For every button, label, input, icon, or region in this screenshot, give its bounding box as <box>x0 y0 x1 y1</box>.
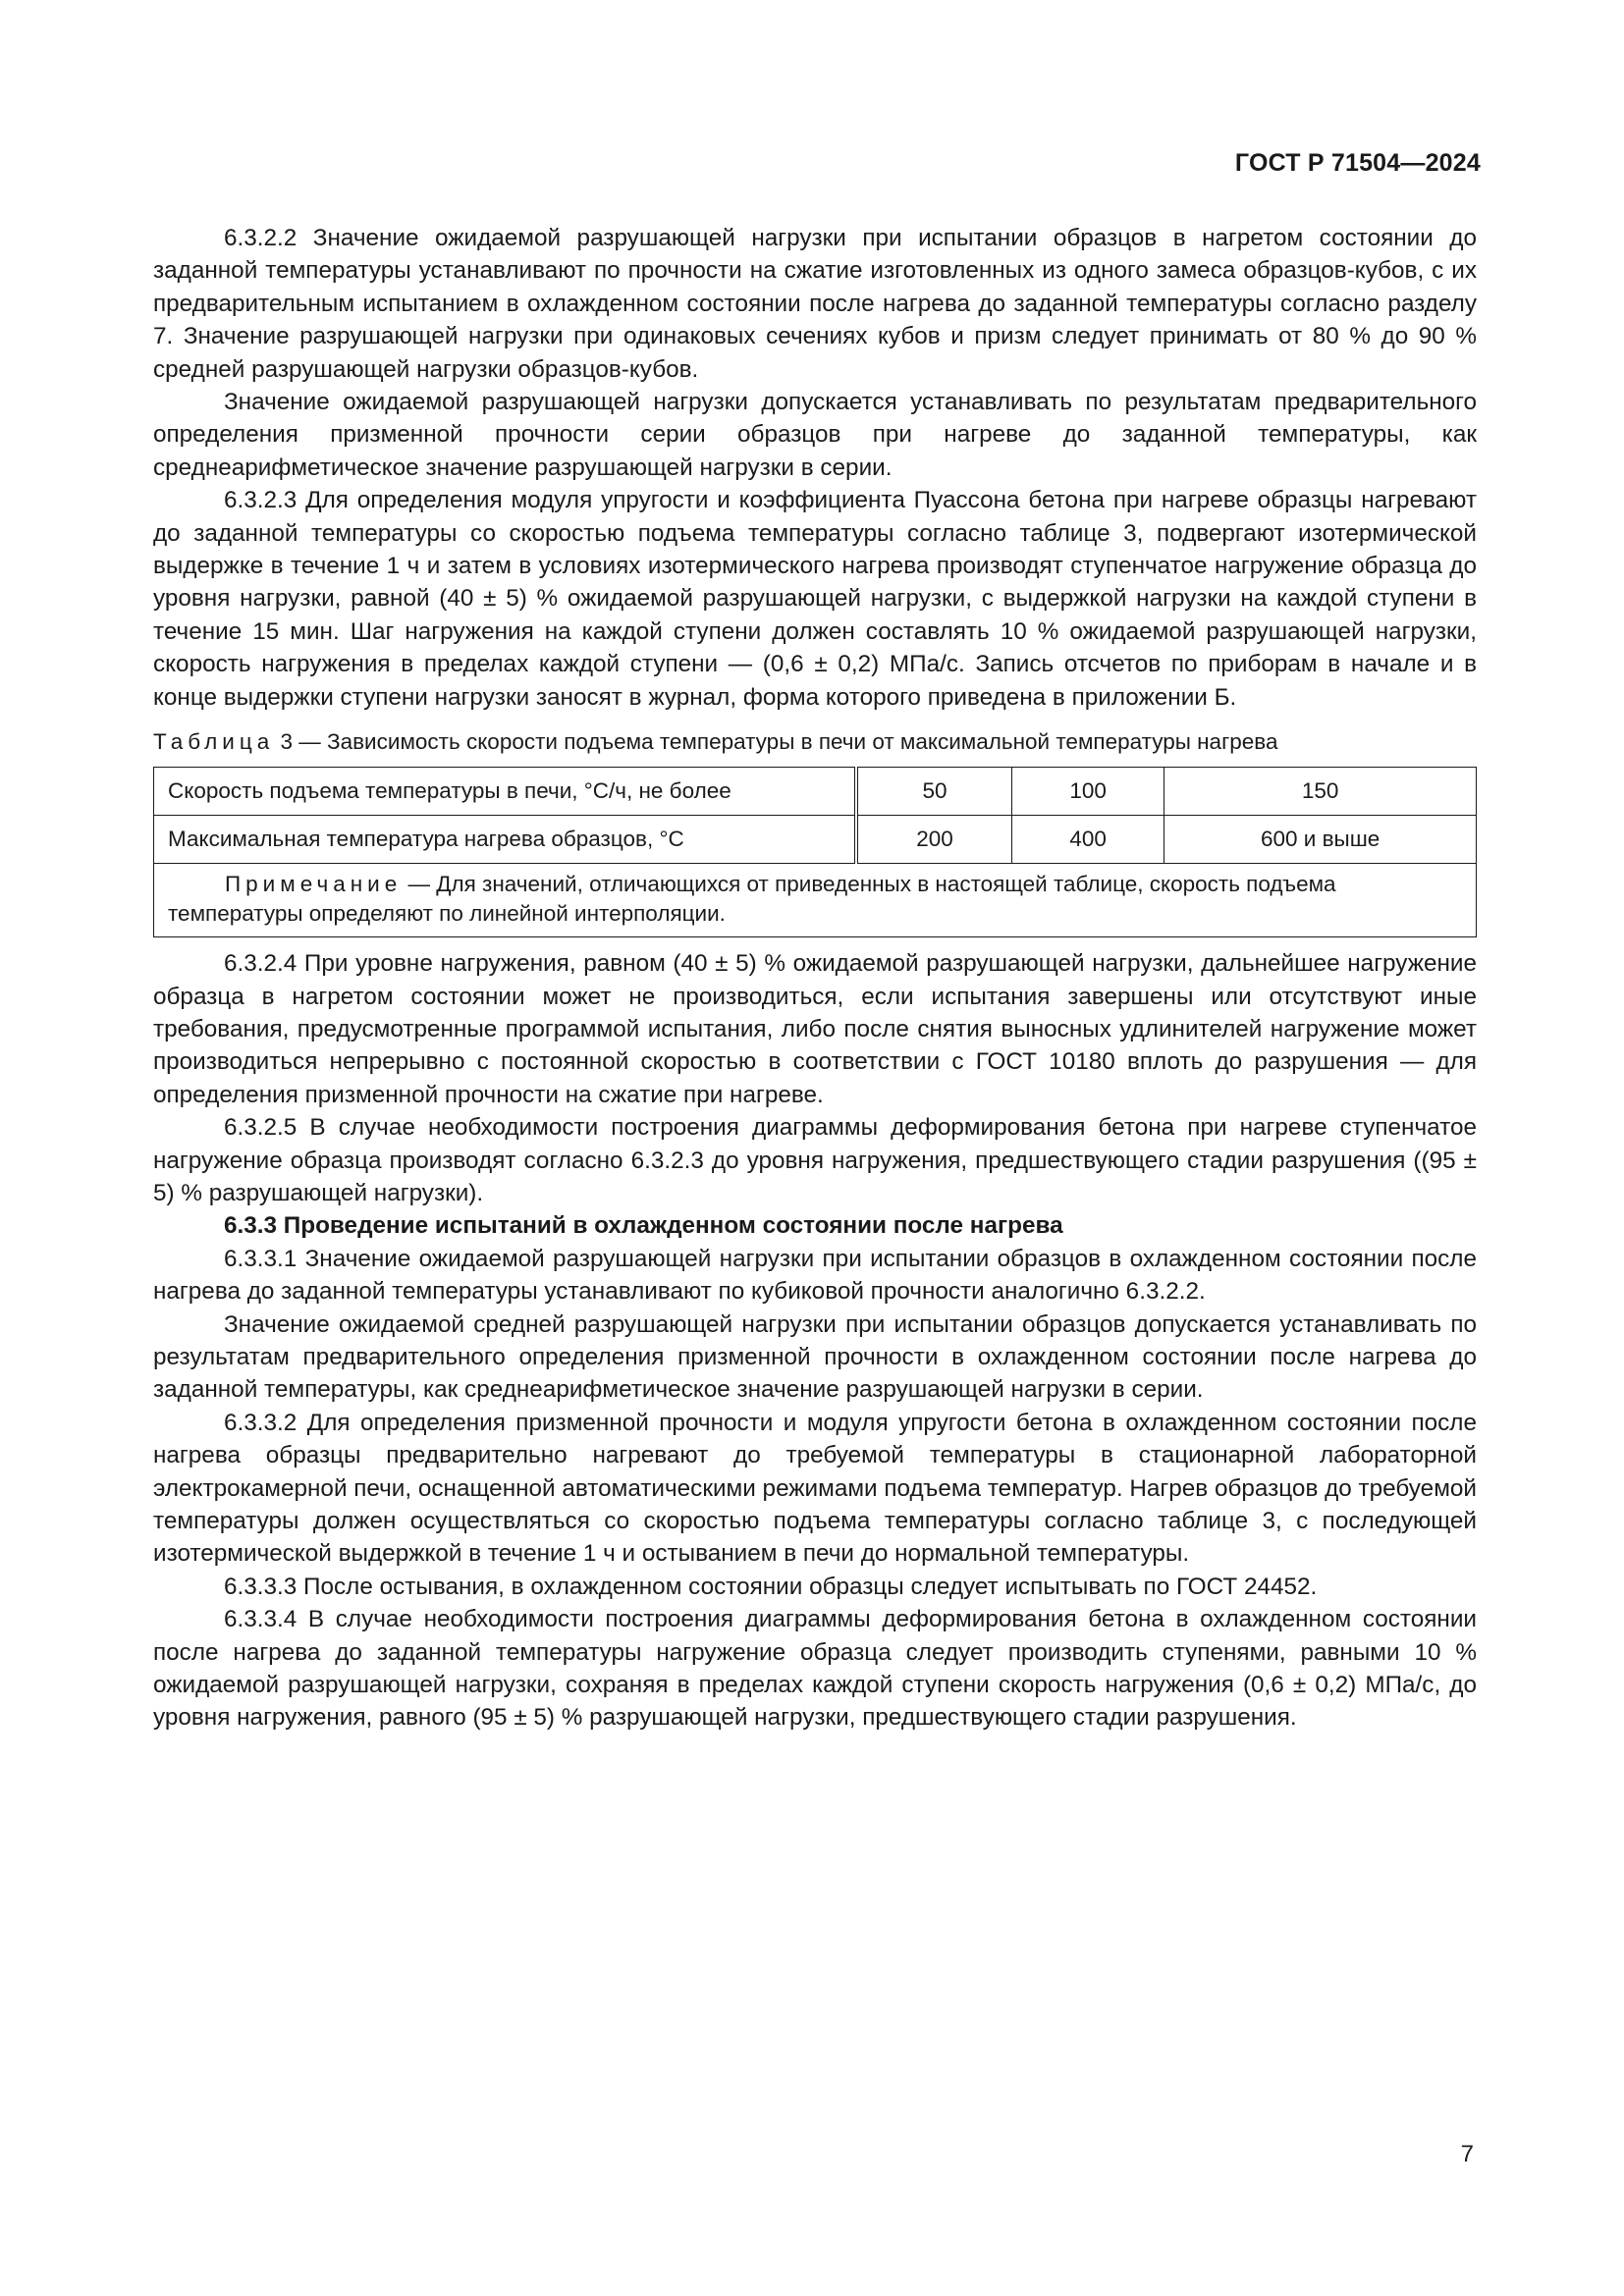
paragraph-6-3-2-3: 6.3.2.3 Для определения модуля упругости и коэффициента Пуассона бетона при нагреве образцы нагревают до заданной температуры со скоростью подъема температуры согласно таблице 3, подвергают изотермической выдержке в течение 1 ч и затем в условиях изотермического нагрева производят ступенчатое нагружение образца до уровня нагрузки, равной (40 ± 5) % ожидаемой разрушающей нагрузки, с выдержкой нагрузки на каждой ступени в течение 15 мин. Шаг нагружения на каждой ступени должен составлять 10 % ожидаемой разрушающей нагрузки, скорость нагружения в пределах каждой ступени — (0,6 ± 0,2) МПа/с. Запись отсчетов по приборам в начале и в конце выдержки ступени нагрузки заносят в журнал, форма которого приведена в приложении Б. <box>153 487 1477 711</box>
section-heading: 6.3.3 Проведение испытаний в охлажденном состоянии после нагрева <box>224 1212 1063 1240</box>
table-cell: 50 <box>856 768 1012 816</box>
paragraph-6-3-2-5: 6.3.2.5 В случае необходимости построения диаграммы деформирования бетона при нагреве ступенчатое нагружение образца производят согласно 6.3.2.3 до уровня нагружения, предшествующего стадии разрушения ((95 ± 5) % разрушающей нагрузки). <box>153 1114 1477 1206</box>
paragraph-6-3-2-2: 6.3.2.2 Значение ожидаемой разрушающей нагрузки при испытании образцов в нагретом состоянии до заданной температуры устанавливают по прочности на сжатие изготовленных из одного замеса образцов-кубов, с их предварительным испытанием в охлажденном состоянии после нагрева до заданной температуры согласно разделу 7. Значение разрушающей нагрузки при одинаковых сечениях кубов и призм следует принимать от 80 % до 90 % средней разрушающей нагрузки образцов-кубов. <box>153 225 1477 383</box>
paragraph-6-3-3-2: 6.3.3.2 Для определения призменной прочности и модуля упругости бетона в охлажденном состоянии после нагрева образцы предварительно нагревают до требуемой температуры в стационарной лабораторной электрокамерной печи, оснащенной автоматическими режимами подъема температур. Нагрев образцов до требуемой температуры должен осуществляться со скоростью подъема температуры согласно таблице 3, с последующей изотермической выдержкой в течение 1 ч и остыванием в печи до нормальной температуры. <box>153 1409 1477 1568</box>
note-text: — Для значений, отличающихся от приведенных в настоящей таблице, скорость подъема температуры определяют по линейной интерполяции. <box>168 872 1336 927</box>
table-cell: 100 <box>1012 768 1164 816</box>
table-row <box>154 768 1477 816</box>
note-label: Примечание <box>225 872 403 897</box>
table-cell: Максимальная температура нагрева образцов, °С <box>154 816 857 864</box>
paragraph-6-3-2-4: 6.3.2.4 При уровне нагружения, равном (40 ± 5) % ожидаемой разрушающей нагрузки, дальнейшее нагружение образца в нагретом состоянии может не производиться, если испытания завершены или отсутствуют иные требования, предусмотренные программой испытания, либо после снятия выносных удлинителей нагружение может производиться непрерывно с постоянной скоростью в соответствии с ГОСТ 10180 вплоть до разрушения — для определения призменной прочности на сжатие при нагреве. <box>153 950 1477 1108</box>
page-content <box>153 222 1477 1735</box>
document-header: ГОСТ Р 71504—2024 <box>1234 149 1481 177</box>
table-cell: 400 <box>1012 816 1164 864</box>
table-note-row <box>154 864 1477 937</box>
table-cell: 200 <box>856 816 1012 864</box>
table-note <box>154 864 1477 937</box>
table-caption-text: 3 — Зависимость скорости подъема температуры в печи от максимальной температуры нагрева <box>274 729 1278 755</box>
table-caption <box>153 727 1477 757</box>
paragraph-6-3-3-1: 6.3.3.1 Значение ожидаемой разрушающей нагрузки при испытании образцов в охлажденном состоянии после нагрева до заданной температуры устанавливают по кубиковой прочности аналогично 6.3.2.2. <box>153 1245 1477 1306</box>
table-cell: Скорость подъема температуры в печи, °С/ч, не более <box>154 768 857 816</box>
paragraph-expected-average-load: Значение ожидаемой средней разрушающей нагрузки при испытании образцов допускается устанавливать по результатам предварительного определения призменной прочности в охлажденном состоянии после нагрева до заданной температуры, как среднеарифметическое значение разрушающей нагрузки в серии. <box>153 1310 1477 1404</box>
paragraph-expected-load: Значение ожидаемой разрушающей нагрузки допускается устанавливать по результатам предварительного определения призменной прочности серии образцов при нагреве до заданной температуры, как среднеарифметическое значение разрушающей нагрузки в серии. <box>153 389 1477 481</box>
table-cell: 150 <box>1164 768 1477 816</box>
table-row <box>154 816 1477 864</box>
table-3 <box>153 767 1477 937</box>
table-caption-label: Таблица <box>153 729 275 755</box>
table-cell: 600 и выше <box>1164 816 1477 864</box>
paragraph-6-3-3-3: 6.3.3.3 После остывания, в охлажденном состоянии образцы следует испытывать по ГОСТ 24452. <box>224 1573 1318 1600</box>
page-number: 7 <box>1460 2141 1474 2167</box>
paragraph-6-3-3-4: 6.3.3.4 В случае необходимости построения диаграммы деформирования бетона в охлажденном состоянии после нагрева до заданной температуры нагружение образца следует производить ступенями, равными 10 % ожидаемой разрушающей нагрузки, сохраняя в пределах каждой ступени скорость нагружения (0,6 ± 0,2) МПа/с, до уровня нагружения, равного (95 ± 5) % разрушающей нагрузки, предшествующего стадии разрушения. <box>153 1606 1477 1732</box>
